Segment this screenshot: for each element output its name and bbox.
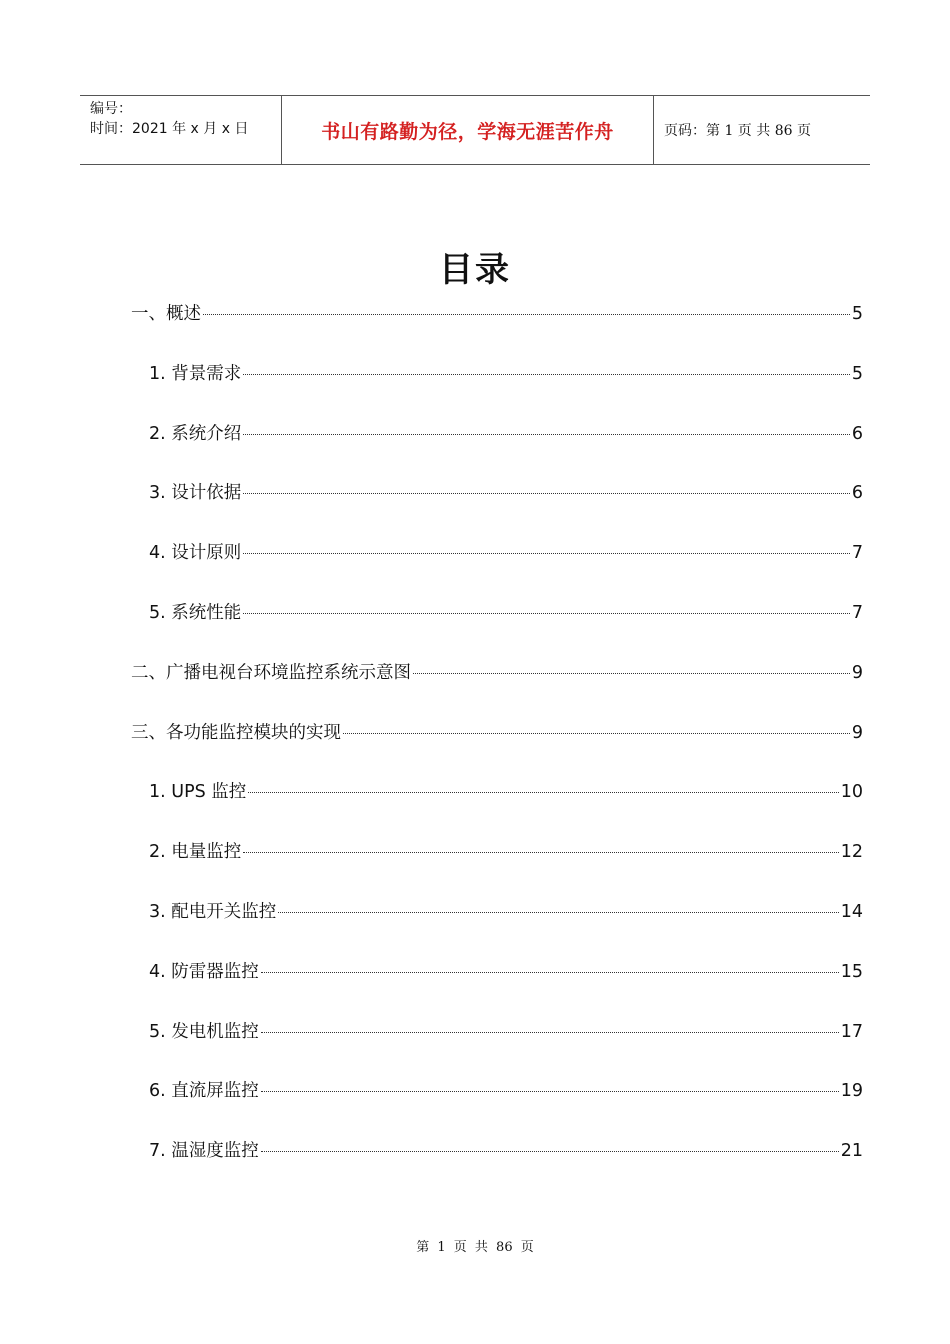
header-motto: 书山有路勤为径，学海无涯苦作舟 [321, 120, 614, 143]
toc-leader-dots [261, 1091, 839, 1092]
toc-entry[interactable] [131, 898, 863, 958]
toc-entry[interactable] [131, 1077, 863, 1137]
toc-entry-label: 5. 发电机监控 [149, 1021, 259, 1042]
toc-entry-page: 5 [851, 363, 863, 384]
document-date-label: 时间：2021 年 x 月 x 日 [90, 121, 249, 137]
toc-entry-page: 21 [840, 1141, 863, 1162]
toc-leader-dots [243, 434, 850, 435]
toc-entry-page: 9 [851, 662, 863, 683]
toc-entry-label: 2. 电量监控 [149, 842, 242, 863]
toc-entry-page: 10 [840, 782, 863, 803]
table-of-contents [131, 300, 863, 1197]
toc-entry[interactable] [131, 1018, 863, 1078]
toc-leader-dots [243, 852, 838, 853]
toc-entry-label: 2. 系统介绍 [149, 423, 242, 444]
toc-entry-label: 5. 系统性能 [149, 602, 242, 623]
toc-leader-dots [261, 1032, 839, 1033]
toc-entry-page: 15 [840, 961, 863, 982]
toc-entry[interactable] [131, 958, 863, 1018]
toc-entry-label: 6. 直流屏监控 [149, 1081, 259, 1102]
toc-entry-page: 5 [851, 304, 863, 324]
toc-entry-page: 19 [840, 1081, 863, 1102]
toc-entry[interactable] [131, 1137, 863, 1197]
toc-entry-page: 9 [851, 722, 863, 743]
toc-leader-dots [203, 314, 850, 315]
header-meta [80, 96, 282, 164]
toc-entry-label: 4. 设计原则 [149, 543, 242, 564]
toc-entry[interactable] [131, 659, 863, 719]
toc-entry[interactable] [131, 719, 863, 779]
toc-leader-dots [243, 493, 850, 494]
toc-entry[interactable] [131, 479, 863, 539]
toc-entry[interactable] [131, 778, 863, 838]
header-motto-cell [282, 96, 654, 164]
toc-entry-page: 14 [840, 901, 863, 922]
toc-leader-dots [261, 1151, 839, 1152]
toc-entry-page: 12 [840, 842, 863, 863]
toc-entry[interactable] [131, 420, 863, 480]
toc-entry-page: 7 [851, 602, 863, 623]
header-page-info: 页码：第 1 页 共 86 页 [664, 123, 811, 139]
toc-entry-page: 6 [851, 483, 863, 504]
toc-leader-dots [413, 673, 850, 674]
page-footer: 第 1 页 共 86 页 [416, 1240, 534, 1255]
toc-entry[interactable] [131, 838, 863, 898]
toc-leader-dots [243, 553, 850, 554]
toc-entry[interactable] [131, 539, 863, 599]
toc-entry-label: 1. 背景需求 [149, 363, 242, 384]
page-header [80, 95, 870, 165]
toc-entry-label: 一、概述 [131, 304, 201, 324]
toc-entry[interactable] [131, 599, 863, 659]
toc-leader-dots [243, 374, 850, 375]
toc-entry-page: 7 [851, 543, 863, 564]
toc-entry[interactable] [131, 300, 863, 360]
toc-title: 目录 [439, 250, 511, 290]
toc-entry-label: 三、各功能监控模块的实现 [131, 722, 341, 743]
toc-entry-label: 1. UPS 监控 [149, 782, 247, 803]
toc-entry-label: 二、广播电视台环境监控系统示意图 [131, 662, 411, 683]
toc-leader-dots [261, 972, 839, 973]
toc-leader-dots [278, 912, 838, 913]
toc-leader-dots [243, 613, 850, 614]
toc-entry[interactable] [131, 360, 863, 420]
toc-entry-page: 6 [851, 423, 863, 444]
toc-entry-label: 3. 设计依据 [149, 483, 242, 504]
toc-entry-page: 17 [840, 1021, 863, 1042]
toc-entry-label: 4. 防雷器监控 [149, 961, 259, 982]
toc-entry-label: 3. 配电开关监控 [149, 901, 277, 922]
toc-leader-dots [343, 733, 850, 734]
toc-entry-label: 7. 温湿度监控 [149, 1141, 259, 1162]
document-number-label: 编号： [90, 101, 132, 117]
toc-leader-dots [248, 792, 838, 793]
